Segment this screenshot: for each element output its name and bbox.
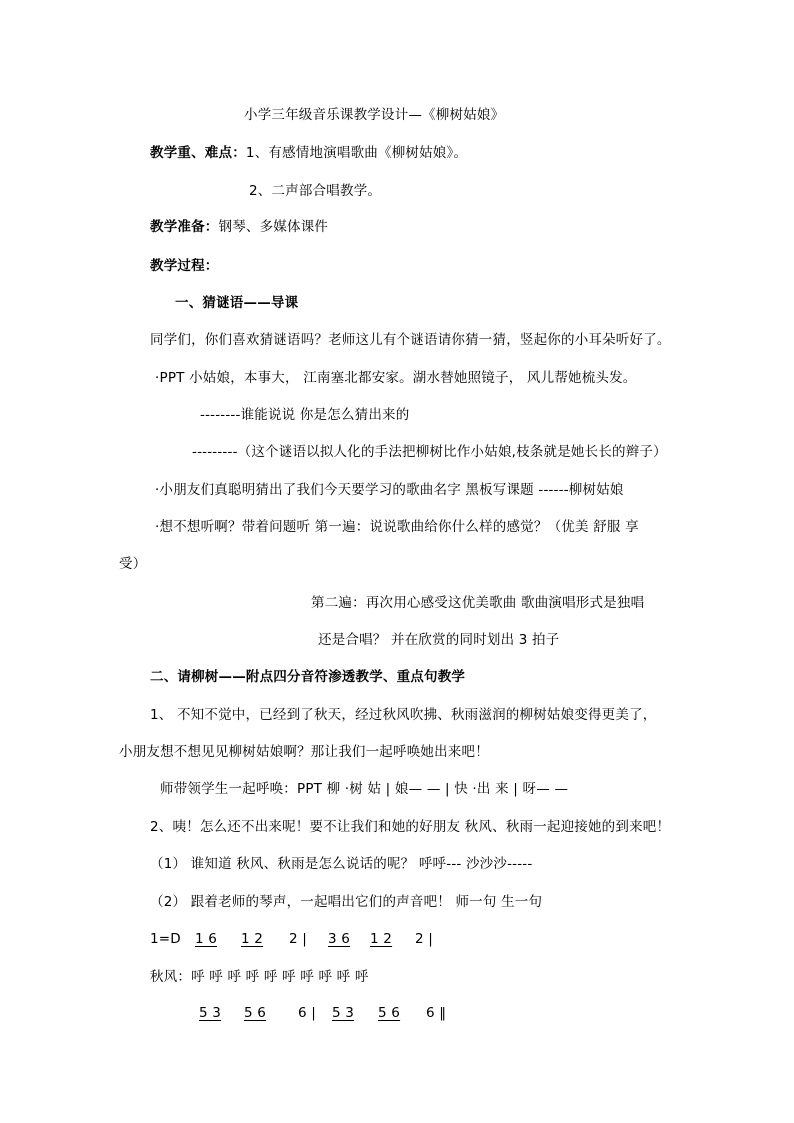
riddle-explanation: ---------（这个谜语以拟人化的手法把柳树比作小姑娘,枝条就是她长长的辫子） <box>192 444 667 460</box>
note-bar: 2 | <box>289 931 308 947</box>
bullet-first-listen: ·想不想听啊？带着问题听 第一遍：说说歌曲给你什么样的感觉？（优美 舒服 享 <box>155 519 639 535</box>
document-title: 小学三年级音乐课教学设计—《柳树姑娘》 <box>244 107 505 123</box>
notation-line-2 <box>199 1004 446 1022</box>
section1-heading: 一、猜谜语——导课 <box>175 295 299 311</box>
preparation-line <box>150 218 328 236</box>
lyrics-line: 秋风：呼 呼 呼 呼 呼 呼 呼 呼 呼 呼 <box>150 969 369 985</box>
second-listen: 第二遍：再次用心感受这优美歌曲 歌曲演唱形式是独唱 <box>311 595 645 611</box>
preparation-text: 钢琴、多媒体课件 <box>218 219 329 235</box>
note-group: 3 6 <box>328 931 351 947</box>
section1-intro: 同学们，你们喜欢猜谜语吗？老师这儿有个谜语请你猜一猜，竖起你的小耳朵听好了。 <box>150 332 671 348</box>
section2-heading: 二、请柳树——附点四分音符渗透教学、重点句教学 <box>150 669 466 685</box>
bullet-first-listen-cont: 受） <box>119 556 147 572</box>
section2-paragraph1: 1、 不知不觉中，已经到了秋天，经过秋风吹拂、秋雨滋润的柳树姑娘变得更美了， <box>150 707 657 723</box>
note-group: 1 2 <box>241 931 264 947</box>
question-2: （2） 跟着老师的琴声，一起唱出它们的声音吧！ 师一句 生一句 <box>150 894 543 910</box>
note-group: 1 2 <box>370 931 393 947</box>
question-1: （1） 谁知道 秋风、秋雨是怎么说话的呢？ 呼呼--- 沙沙沙----- <box>150 856 533 872</box>
section2-paragraph2: 2、咦！怎么还不出来呢！要不让我们和她的好朋友 秋风、秋雨一起迎接她的到来吧！ <box>150 819 671 835</box>
second-listen-cont: 还是合唱？ 并在欣赏的同时划出 3 拍子 <box>318 632 560 648</box>
process-label: 教学过程： <box>150 258 219 274</box>
riddle-text: ·PPT 小姑娘，本事大， 江南塞北都安家。湖水替她照镜子， 风儿帮她梳头发。 <box>155 370 637 386</box>
key-point-2: 2、二声部合唱教学。 <box>249 183 382 199</box>
key-points-label: 教学重、难点： <box>150 145 246 161</box>
riddle-question: --------谁能说说 你是怎么猜出来的 <box>200 407 410 423</box>
key-point-1: 1、有感情地演唱歌曲《柳树姑娘》。 <box>245 145 468 161</box>
note-group: 5 3 <box>332 1005 355 1021</box>
notation-line-1 <box>150 930 433 948</box>
note-group: 5 3 <box>199 1005 222 1021</box>
note-bar: 6 ‖ <box>426 1005 447 1021</box>
note-bar: 6 | <box>298 1005 317 1021</box>
teacher-call: 师带领学生一起呼唤：PPT 柳 ·树 姑 | 娘— — | 快 ·出 来 | 呀— — <box>160 781 569 797</box>
note-group: 1 6 <box>195 931 218 947</box>
bullet-song-title: ·小朋友们真聪明猜出了我们今天要学习的歌曲名字 黑板写课题 ------柳树姑娘 <box>155 482 624 498</box>
key-points-line <box>150 144 467 162</box>
preparation-label: 教学准备： <box>150 219 219 235</box>
section2-paragraph1-cont: 小朋友想不想见见柳树姑娘啊？那让我们一起呼唤她出来吧！ <box>119 744 489 760</box>
note-group: 5 6 <box>378 1005 401 1021</box>
note-group: 5 6 <box>244 1005 267 1021</box>
key-signature: 1=D <box>150 931 181 947</box>
note-bar: 2 | <box>415 931 434 947</box>
